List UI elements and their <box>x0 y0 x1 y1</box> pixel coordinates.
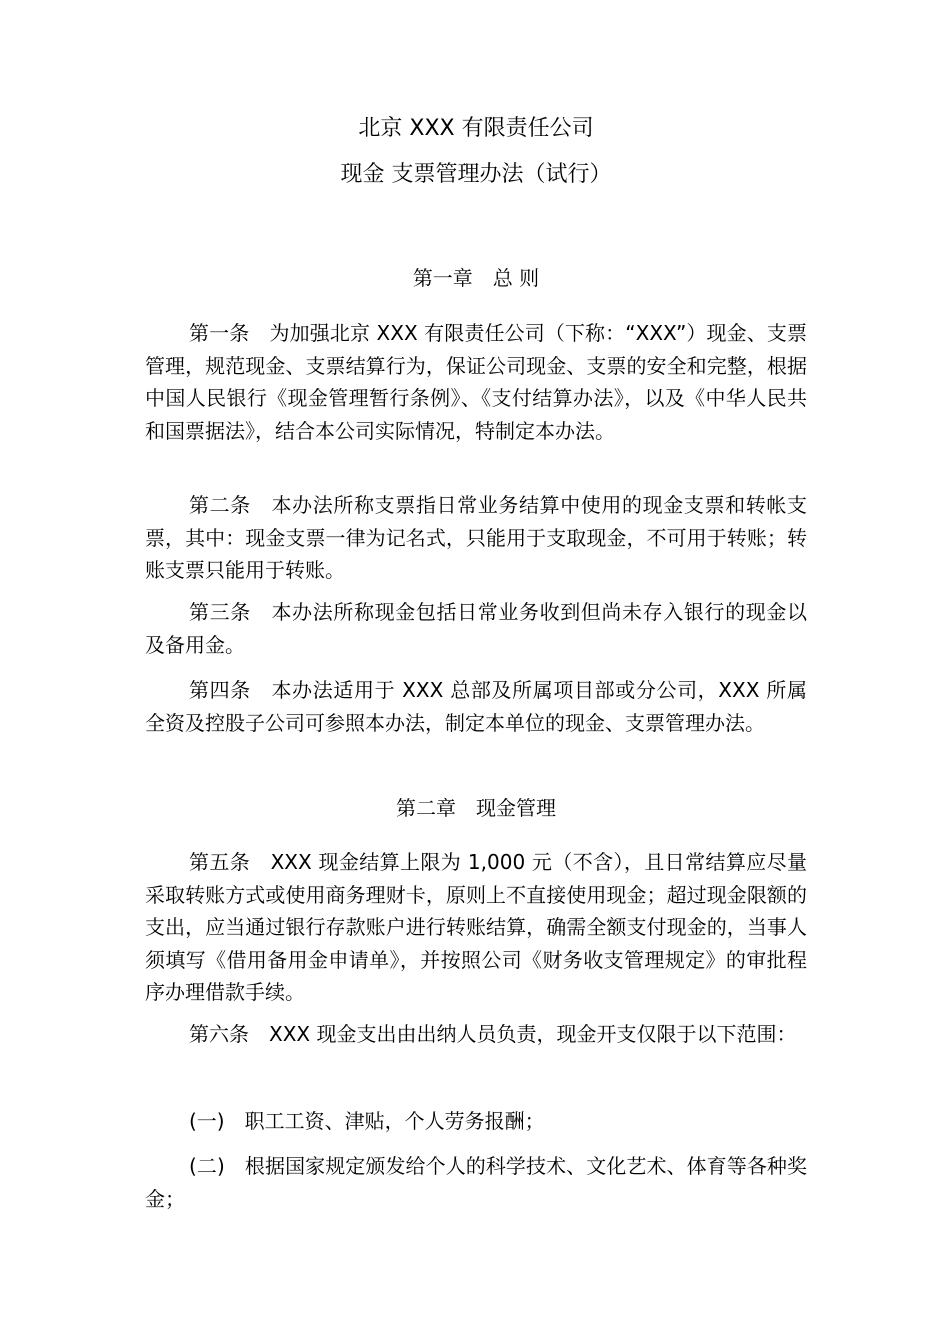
article-4 <box>145 674 807 739</box>
article-number: 第四条 <box>189 678 251 702</box>
article-text: XXX 现金结算上限为 1,000 元（不含），且日常结算应尽量采取转账方式或使用商务理财卡，原则上不直接使用现金；超过现金限额的支出，应当通过银行存款账户进行转账结算，确需全额支付现金的，当事人须填写《借用备用金申请单》，并按照公司《财务收支管理规定》的审批程序办理借款手续。 <box>145 850 808 1004</box>
article-number: 第六条 <box>189 1022 249 1046</box>
list-item-1 <box>145 1105 807 1138</box>
list-item-number: (一) <box>189 1109 225 1133</box>
article-number: 第二条 <box>189 493 251 517</box>
article-number: 第五条 <box>189 850 251 874</box>
article-text: 为加强北京 XXX 有限责任公司（下称：“XXX”）现金、支票管理，规范现金、支票结算行为，保证公司现金、支票的安全和完整，根据中国人民银行《现金管理暂行条例》、《支付结算办法》，以及《中华人民共和国票据法》，结合本公司实际情况，特制定本办法。 <box>145 321 808 443</box>
list-item-text: 职工工资、津贴，个人劳务报酬； <box>244 1109 545 1133</box>
article-6 <box>145 1018 807 1051</box>
list-item-number: (二) <box>189 1154 225 1178</box>
article-number: 第三条 <box>189 600 251 624</box>
chapter-2-heading: 第二章 现金管理 <box>396 796 556 820</box>
chapter-1-heading: 第一章 总 则 <box>412 266 540 290</box>
article-text: 本办法所称支票指日常业务结算中使用的现金支票和转帐支票，其中：现金支票一律为记名式，只能用于支取现金，不可用于转账；转账支票只能用于转账。 <box>145 493 808 582</box>
article-text: XXX 现金支出由出纳人员负责，现金开支仅限于以下范围： <box>269 1022 797 1046</box>
article-text: 本办法适用于 XXX 总部及所属项目部或分公司，XXX 所属全资及控股子公司可参照本办法，制定本单位的现金、支票管理办法。 <box>145 678 808 735</box>
document-title-policy: 现金 支票管理办法（试行） <box>340 162 612 187</box>
article-number: 第一条 <box>189 321 250 345</box>
list-item-text: 根据国家规定颁发给个人的科学技术、文化艺术、体育等各种奖金； <box>145 1154 808 1211</box>
article-text: 本办法所称现金包括日常业务收到但尚未存入银行的现金以及备用金。 <box>145 600 808 657</box>
article-3 <box>145 596 807 661</box>
article-1 <box>145 317 807 447</box>
article-2 <box>145 489 807 587</box>
article-5 <box>145 846 807 1009</box>
list-item-2 <box>145 1150 807 1215</box>
document-title-company: 北京 XXX 有限责任公司 <box>358 116 594 141</box>
